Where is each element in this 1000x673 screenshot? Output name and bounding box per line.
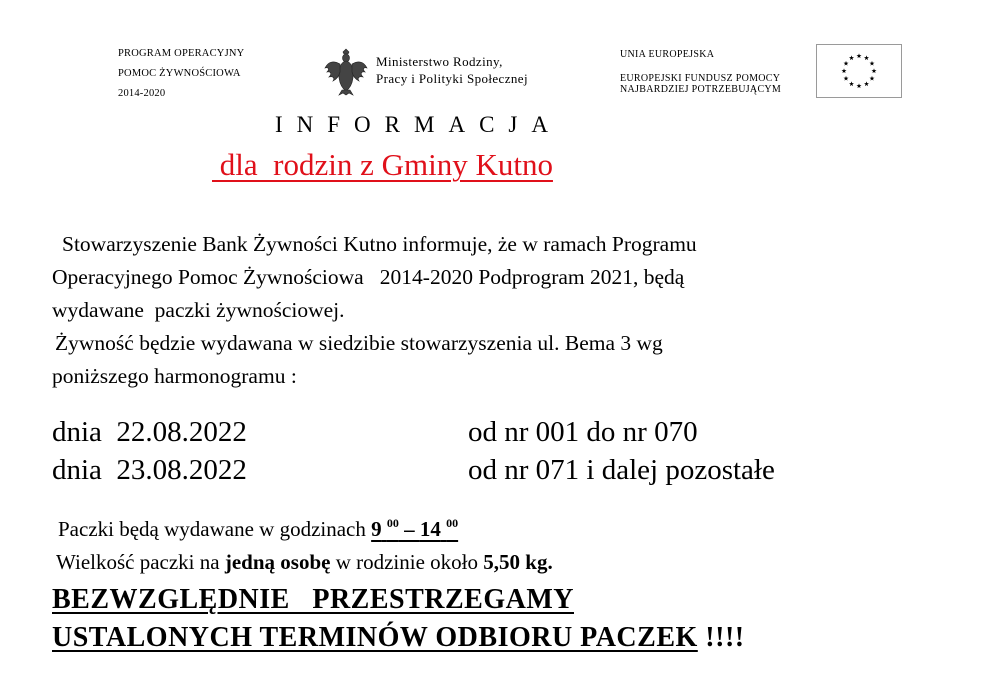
- eu-line-1: UNIA EUROPEJSKA: [620, 49, 715, 60]
- program-line-3: 2014-2020: [118, 88, 166, 99]
- eu-star-icon: [864, 55, 869, 60]
- page-title: INFORMACJA: [275, 112, 562, 137]
- intro-line-1: Stowarzyszenie Bank Żywności Kutno informuje, że w ramach Programu: [62, 232, 697, 256]
- eu-star-icon: [842, 68, 847, 73]
- eu-line-2: EUROPEJSKI FUNDUSZ POMOCY: [620, 73, 781, 84]
- weight-line: [56, 550, 553, 575]
- eu-star-icon: [849, 81, 854, 86]
- program-line-1: PROGRAM OPERACYJNY: [118, 48, 245, 59]
- ministry-line-1: Ministerstwo Rodziny,: [376, 54, 503, 69]
- hours-start-hour: 9: [371, 517, 382, 541]
- hours-end-hour: 14: [419, 517, 441, 541]
- schedule-date-2: dnia 23.08.2022: [52, 454, 247, 486]
- program-line-2: POMOC ŻYWNOŚCIOWA: [118, 68, 241, 79]
- warning-line-1: BEZWZGLĘDNIE PRZESTRZEGAMY: [52, 584, 574, 615]
- warning-line-2: [52, 622, 745, 654]
- weight-per-person: jedną osobę: [224, 550, 331, 574]
- eu-star-icon: [872, 68, 877, 73]
- eu-star-icon: [857, 83, 862, 88]
- eu-star-icon: [857, 53, 862, 58]
- eu-star-icon: [844, 61, 849, 66]
- intro-line-4: Żywność będzie wydawana w siedzibie stowarzyszenia ul. Bema 3 wg: [55, 331, 663, 355]
- polish-eagle-icon: [324, 48, 368, 96]
- hours-line: [58, 516, 458, 542]
- hours-prefix: Paczki będą wydawane w godzinach: [58, 517, 372, 541]
- schedule-date-1: dnia 22.08.2022: [52, 416, 247, 448]
- eu-star-icon: [870, 61, 875, 66]
- eu-star-icon: [864, 81, 869, 86]
- eu-star-icon: [870, 76, 875, 81]
- intro-line-2: Operacyjnego Pomoc Żywnościowa 2014-2020 Podprogram 2021, będą: [52, 265, 685, 289]
- hours-end-minute: 00: [446, 516, 459, 530]
- warning-exclamations: !!!!: [697, 622, 745, 653]
- hours-start-minute: 00: [386, 516, 399, 530]
- eu-star-icon: [844, 76, 849, 81]
- hours-dash: –: [398, 517, 420, 541]
- schedule-range-2: od nr 071 i dalej pozostałe: [468, 454, 775, 486]
- program-block: [118, 44, 244, 104]
- eu-line-3: NAJBARDZIEJ POTRZEBUJĄCYM: [620, 84, 782, 95]
- eu-star-icon: [849, 55, 854, 60]
- eu-flag-icon: [816, 44, 902, 98]
- eu-stars-circle: [817, 45, 901, 97]
- ministry-line-2: Pracy i Polityki Społecznej: [376, 71, 528, 86]
- schedule-range-1: od nr 001 do nr 070: [468, 416, 698, 448]
- weight-prefix: Wielkość paczki na: [56, 550, 225, 574]
- warning-line-2-text: USTALONYCH TERMINÓW ODBIORU PACZEK: [52, 622, 698, 653]
- weight-amount: 5,50 kg.: [483, 550, 553, 574]
- intro-line-3: wydawane paczki żywnościowej.: [52, 298, 345, 322]
- weight-middle: w rodzinie około: [330, 550, 484, 574]
- page-subtitle: dla rodzin z Gminy Kutno: [212, 147, 553, 182]
- hours-range: [371, 517, 458, 541]
- ministry-block: [376, 53, 528, 87]
- intro-line-5: poniższego harmonogramu :: [52, 364, 297, 388]
